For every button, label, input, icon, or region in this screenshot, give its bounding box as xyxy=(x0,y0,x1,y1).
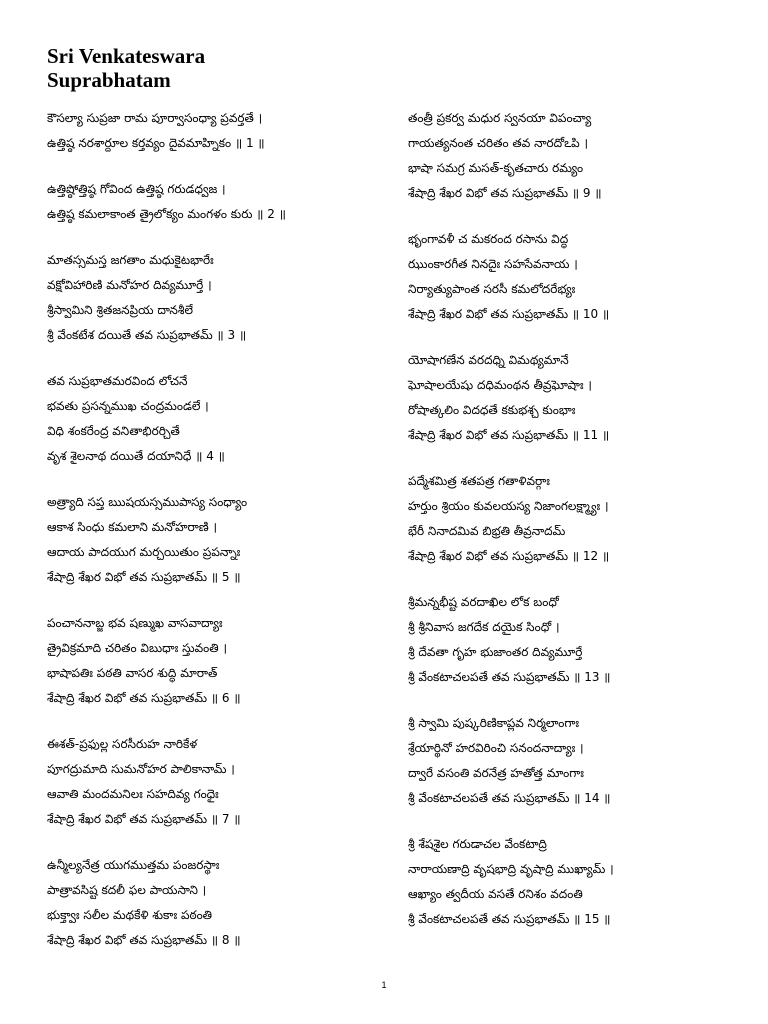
verse-line: విధి శంకరేంద్ర వనితాభిరర్చితే xyxy=(47,424,180,438)
verse-line: శ్రీ శ్రీనివాస జగదేక దయైక సింధో । xyxy=(408,620,560,634)
verse-line: శ్రేయార్థినో హరవిరించి సనందనాద్యాః । xyxy=(408,741,584,755)
verse-line: శేషాద్రి శేఖర విభో తవ సుప్రభాతమ్ ॥ 10 ॥ xyxy=(408,307,610,321)
verse-line: ఘోషాలయేషు దధిమంథన తీవ్రఘోషాః । xyxy=(408,378,592,392)
stanza xyxy=(408,227,748,327)
verse-line: శేషాద్రి శేఖర విభో తవ సుప్రభాతమ్ ॥ 5 ॥ xyxy=(47,570,241,584)
verse-line: భృంగావళీ చ మకరంద రసాను విద్ధ xyxy=(408,232,569,246)
verse-line: అత్ర్యాది సప్త ఋషయస్సముపాస్య సంధ్యాం xyxy=(47,495,248,509)
stanza xyxy=(408,469,748,569)
verse-line: ద్వారే వసంతి వరనేత్ర హతోత్త మాంగాః xyxy=(408,766,584,780)
verse-line: ఉన్మీల్యనేత్ర యుగముత్తమ పంజరస్థాః xyxy=(47,858,220,872)
verse-line: ఈశత్-ప్రఫుల్ల సరసీరుహ నారికేళ xyxy=(47,737,198,751)
verse-line: పూగద్రుమాది సుమనోహర పాలికానామ్ । xyxy=(47,762,235,776)
stanza xyxy=(47,853,377,953)
verse-line: శ్రీ వేంకటాచలపతే తవ సుప్రభాతమ్ ॥ 13 ॥ xyxy=(408,670,611,684)
verse-line: పాత్రావసిష్ట కదలీ ఫల పాయసాని । xyxy=(47,883,207,897)
stanza xyxy=(47,369,377,469)
verse-line: ఉత్తిష్ఠ కమలాకాంత త్రైలోక్యం మంగళం కురు ॥ 2 ॥ xyxy=(47,207,286,221)
verse-line: ఆఖ్యాం త్వదీయ వసతే రనిశం వదంతి xyxy=(408,887,583,901)
verse-line: శ్రీ వేంకటేశ దయితే తవ సుప్రభాతమ్ ॥ 3 ॥ xyxy=(47,328,247,342)
verse-line: ఝుంకారగీత నినదైః సహసేవనాయ । xyxy=(408,257,578,271)
verse-line: భవతు ప్రసన్నముఖ చంద్రమండలే । xyxy=(47,399,209,413)
verse-line: శేషాద్రి శేఖర విభో తవ సుప్రభాతమ్ ॥ 11 ॥ xyxy=(408,428,610,442)
stanza xyxy=(47,177,377,227)
stanza xyxy=(47,248,377,348)
verse-line: కౌసల్యా సుప్రజా రామ పూర్వాసంధ్యా ప్రవర్తతే । xyxy=(47,111,263,125)
verse-line: త్రైవిక్రమాది చరితం విబుధాః స్తువంతి । xyxy=(47,641,228,655)
verse-line: ఆదాయ పాదయుగ మర్చయితుం ప్రపన్నాః xyxy=(47,545,241,559)
stanza xyxy=(408,832,748,932)
verse-line: నారాయణాద్రి వృషభాద్రి వృషాద్రి ముఖ్యామ్ । xyxy=(408,862,614,876)
verse-line: పద్మేశమిత్ర శతపత్ర గతాళివర్గాః xyxy=(408,474,550,488)
verse-line: శ్రీ వేంకటాచలపతే తవ సుప్రభాతమ్ ॥ 15 ॥ xyxy=(408,912,611,926)
verse-line: భాషాపతిః పఠతి వాసర శుద్ధి మారాత్ xyxy=(47,666,218,680)
verse-line: ఉత్తిష్ఠ నరశార్దూల కర్తవ్యం దైవమాహ్నికం ॥ 1 ॥ xyxy=(47,136,265,150)
verse-line: ఉత్తిష్ఠోత్తిష్ఠ గోవింద ఉత్తిష్ఠ గరుడధ్వజ । xyxy=(47,182,226,196)
verse-line: ఆవాతి మందమనిలః సహదివ్య గంధైః xyxy=(47,787,219,801)
verse-line: రోషాత్కలిం విదధతే కకుభశ్చ కుంభాః xyxy=(408,403,576,417)
page-title xyxy=(47,44,205,92)
verse-line: తంత్రీ ప్రకర్వ మధుర స్వనయా విపంచ్యా xyxy=(408,111,592,125)
verse-line: శ్రీస్వామిని శ్రితజనప్రియ దానశీలే xyxy=(47,303,193,317)
title-line-2: Suprabhatam xyxy=(47,68,171,92)
verse-line: శ్రీ వేంకటాచలపతే తవ సుప్రభాతమ్ ॥ 14 ॥ xyxy=(408,791,611,805)
verse-line: శేషాద్రి శేఖర విభో తవ సుప్రభాతమ్ ॥ 9 ॥ xyxy=(408,186,602,200)
stanza xyxy=(408,106,748,206)
verse-line: భేరీ నినాదమివ బిభ్రతి తీవ్రనాదమ్ xyxy=(408,524,566,538)
verse-line: శ్రీ దేవతా గృహ భుజాంతర దివ్యమూర్తే xyxy=(408,645,583,659)
page-number: 1 xyxy=(381,980,387,990)
title-line-1: Sri Venkateswara xyxy=(47,44,206,68)
right-column xyxy=(408,106,748,953)
verse-line: యోషాగణేన వరదధ్ని విమథ్యమానే xyxy=(408,353,569,367)
verse-line: శేషాద్రి శేఖర విభో తవ సుప్రభాతమ్ ॥ 7 ॥ xyxy=(47,812,241,826)
verse-line: భుక్త్వాః సలీల మథకేళి శుకాః పఠంతి xyxy=(47,908,213,922)
verse-line: శేషాద్రి శేఖర విభో తవ సుప్రభాతమ్ ॥ 8 ॥ xyxy=(47,933,241,947)
verse-line: శేషాద్రి శేఖర విభో తవ సుప్రభాతమ్ ॥ 6 ॥ xyxy=(47,691,241,705)
stanza xyxy=(408,590,748,690)
stanza xyxy=(47,611,377,711)
verse-line: నిర్యాత్యుపాంత సరసీ కమలోదరేభ్యః xyxy=(408,282,576,296)
stanza xyxy=(47,106,377,156)
verse-line: శేషాద్రి శేఖర విభో తవ సుప్రభాతమ్ ॥ 12 ॥ xyxy=(408,549,610,563)
verse-line: శ్రీ శేషశైల గరుడాచల వేంకటాద్రి xyxy=(408,837,547,851)
verse-line: మాతస్సమస్త జగతాం మధుకైటభారేః xyxy=(47,253,214,267)
verse-line: పంచాననాబ్జ భవ షణ్ముఖ వాసవాద్యాః xyxy=(47,616,223,630)
left-column xyxy=(47,106,377,974)
verse-line: శ్రీమన్నభీష్ట వరదాఖిల లోక బంధో xyxy=(408,595,559,609)
stanza xyxy=(408,348,748,448)
stanza xyxy=(408,711,748,811)
verse-line: భాషా సమగ్ర మసత్-కృతచారు రమ్యం xyxy=(408,161,584,175)
stanza xyxy=(47,490,377,590)
verse-line: గాయత్యనంత చరితం తవ నారదోఽపి । xyxy=(408,136,589,150)
stanza xyxy=(47,732,377,832)
verse-line: హర్తుం శ్రియం కువలయస్య నిజాంగలక్ష్మ్యాః । xyxy=(408,499,609,513)
verse-line: తవ సుప్రభాతమరవింద లోచనే xyxy=(47,374,188,388)
verse-line: శ్రీ స్వామి పుష్కరిణికాప్లవ నిర్మలాంగాః xyxy=(408,716,580,730)
verse-line: ఆకాశ సింధు కమలాని మనోహరాణి । xyxy=(47,520,217,534)
verse-line: వక్షోవిహారిణి మనోహర దివ్యమూర్తే । xyxy=(47,278,212,292)
verse-line: వృశ శైలనాథ దయితే దయానిధే ॥ 4 ॥ xyxy=(47,449,225,463)
